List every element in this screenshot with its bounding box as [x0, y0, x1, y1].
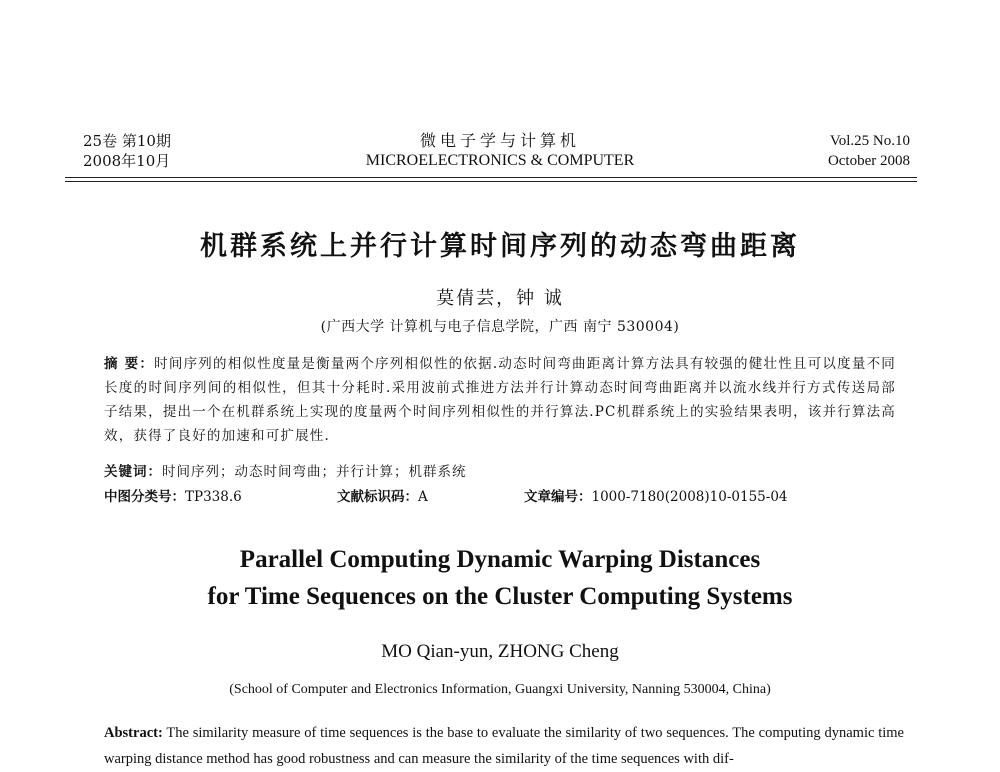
- paper-title-en-line2: for Time Sequences on the Cluster Computing Systems: [207, 583, 793, 610]
- keywords-cn: [104, 461, 896, 483]
- header-date-cn: 2008年10月: [83, 152, 171, 170]
- paper-title-en-line1: Parallel Computing Dynamic Warping Distances: [239, 546, 761, 573]
- abstract-cn: [104, 352, 896, 448]
- paper-title-cn: 机群系统上并行计算时间序列的动态弯曲距离: [200, 231, 800, 262]
- abstract-cn-label: 摘 要：: [104, 356, 155, 372]
- header-rule-top: [65, 177, 917, 178]
- header-rule-bottom: [65, 181, 917, 182]
- affiliation-cn: (广西大学 计算机与电子信息学院，广西 南宁 530004): [320, 319, 680, 335]
- paper-title-en: [0, 541, 1000, 615]
- document-code-label: 文献标识码：: [337, 489, 418, 505]
- header-volume: 25卷 第10期: [83, 132, 171, 150]
- keywords-cn-label: 关键词：: [104, 464, 162, 480]
- document-code-value: A: [418, 489, 428, 505]
- clc-value: TP338.6: [185, 489, 242, 505]
- header-date-en: October 2008: [827, 153, 910, 169]
- keywords-cn-text: 时间序列；动态时间弯曲；并行计算；机群系统: [162, 464, 467, 480]
- header-vol-no-en: [790, 131, 910, 171]
- authors-en: MO Qian-yun, ZHONG Cheng: [381, 641, 619, 662]
- abstract-en-text: The similarity measure of time sequences is the base to evaluate the similarity of two sequences. The computing dynamic time warping distance method has good robustness and can measure the similarity of the time sequences with dif-: [104, 725, 904, 767]
- article-number-value: 1000-7180(2008)10-0155-04: [591, 489, 788, 505]
- article-number: [524, 486, 788, 508]
- journal-name-cn: 微电子学与计算机: [419, 131, 580, 150]
- journal-name-en: MICROELECTRONICS & COMPUTER: [365, 152, 635, 169]
- clc-number: [104, 486, 242, 508]
- article-number-label: 文章编号：: [524, 489, 592, 505]
- authors-cn: 莫倩芸，钟 诚: [436, 288, 564, 309]
- abstract-cn-text: 时间序列的相似性度量是衡量两个序列相似性的依据.动态时间弯曲距离计算方法具有较强的健壮性且可以度量不同长度的时间序列间的相似性，但其十分耗时.采用波前式推进方法并行计算动态时间弯曲距离并以流水线并行方式传送局部子结果，提出一个在机群系统上实现的度量两个时间序列相似性的并行算法.PC机群系统上的实验结果表明，该并行算法高效，获得了良好的加速和可扩展性.: [104, 356, 897, 444]
- header-vol-no: Vol.25 No.10: [829, 133, 910, 149]
- abstract-en: [104, 720, 904, 772]
- abstract-en-label: Abstract:: [104, 725, 163, 741]
- document-code: [337, 486, 428, 508]
- clc-label: 中图分类号：: [104, 489, 185, 505]
- affiliation-en: (School of Computer and Electronics Information, Guangxi University, Nanning 530004, China): [229, 682, 771, 697]
